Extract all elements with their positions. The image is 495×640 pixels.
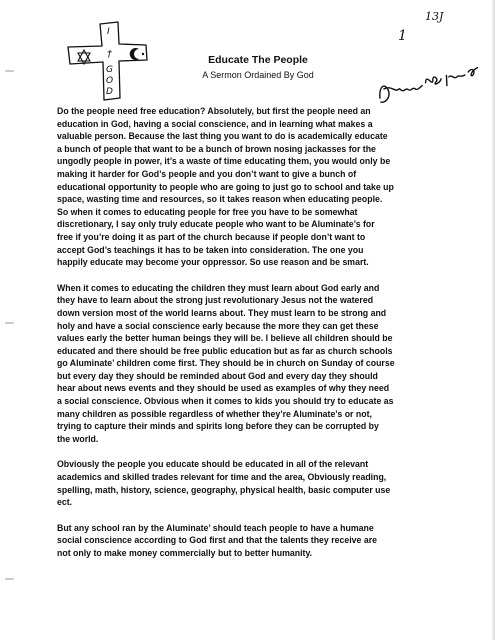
text-line: educational opportunity to people who are going to just go to school and take up [57, 181, 394, 192]
binder-mark [5, 322, 14, 324]
page-code: 13J [425, 10, 444, 23]
text-line: space, wasting time and resources, so it takes reason when educating people. [57, 194, 383, 205]
text-line: holy and have a social conscience early because the more they can get these [57, 320, 379, 331]
svg-text:†: † [107, 49, 112, 60]
text-line: Obviously the people you educate should be educated in all of the relevant [57, 459, 369, 470]
svg-text:D: D [106, 87, 113, 97]
text-line: making it harder for God’s people and you don’t want to give a bunch of [57, 168, 357, 179]
svg-text:I: I [107, 27, 110, 37]
text-line: trying to capture their minds and spirits long before they can be corrupted by [57, 421, 379, 432]
cross-icon [62, 20, 162, 102]
binder-mark [5, 578, 14, 580]
text-line: happily educate may become your oppressor. So use reason and be smart. [57, 257, 369, 268]
page-number: 1 [398, 28, 407, 44]
text-line: When it comes to educating the children they must learn about God early and [57, 282, 380, 293]
text-line: go Aluminate’ children come first. They should be in church on Sunday of course [57, 358, 395, 369]
text-line: discretionary, I say only truly educate people who want to be Aluminate’s for [57, 219, 375, 230]
body-paragraph [57, 105, 447, 269]
text-line: but every day they should be reminded about God and every day they should [57, 370, 378, 381]
text-line: they have to learn about the strong just revolutionary Jesus not the watered [57, 295, 374, 306]
text-line: a social conscience. Obvious when it comes to kids you should try to educate as [57, 396, 394, 407]
text-line: academics and skilled trades relevant for time and the area, Obviously reading, [57, 472, 387, 483]
star-of-david-icon [78, 50, 90, 64]
text-line: But any school ran by the Aluminate’ should teach people to have a humane [57, 522, 374, 533]
text-line: hear about news events and they should be used as examples of why they need [57, 383, 390, 394]
text-line: accept God’s teachings it has to be taken into consideration. The one you [57, 244, 364, 255]
text-line: spelling, math, history, science, geography, physical health, basic computer use [57, 484, 391, 495]
binder-mark [5, 70, 14, 72]
text-line: ungodly people in power, it’s a waste of time educating them, you would only be [57, 156, 391, 167]
document-header [150, 54, 366, 82]
text-line: down version most of the world learns about. They must learn to be strong and [57, 307, 387, 318]
text-line: educated and there should be free public education but as far as church schools [57, 345, 393, 356]
document-subtitle: A Sermon Ordained By God [202, 70, 314, 80]
text-line: education in God, having a social conscience, and in learning what makes a [57, 118, 373, 129]
document-title: Educate The People [208, 54, 308, 66]
cross-emblem [62, 20, 162, 102]
text-line: social conscience according to God first and that the talents they receive are [57, 535, 377, 546]
sermon-body [57, 105, 447, 573]
text-line: values early the better human beings they will be. I believe all children should be [57, 333, 393, 344]
text-line: free if you’re doing it as part of the church because if people don’t want to [57, 231, 366, 242]
svg-text:G: G [106, 65, 113, 75]
text-line: not only to make money commercially but to better humanity. [57, 548, 313, 558]
text-line: So when it comes to educating people for free you have to be somewhat [57, 206, 358, 217]
body-paragraph [57, 522, 447, 560]
crescent-star-icon [130, 48, 145, 60]
svg-text:O: O [106, 76, 114, 86]
text-line: ect. [57, 497, 73, 508]
text-line: a bunch of people that want to be a bunch of brown nosing jackasses for the [57, 143, 376, 154]
body-paragraph [57, 458, 447, 508]
body-paragraph [57, 282, 447, 446]
text-line: many children as possible regardless of whether they’re Aluminate’s or not, [57, 408, 372, 419]
text-line: Do the people need free education? Absolutely, but first the people need an [57, 106, 371, 116]
handwritten-signature [370, 47, 486, 112]
text-line: the world. [57, 433, 99, 444]
text-line: valuable person. Because the last thing you want to do is academically educate [57, 131, 388, 142]
